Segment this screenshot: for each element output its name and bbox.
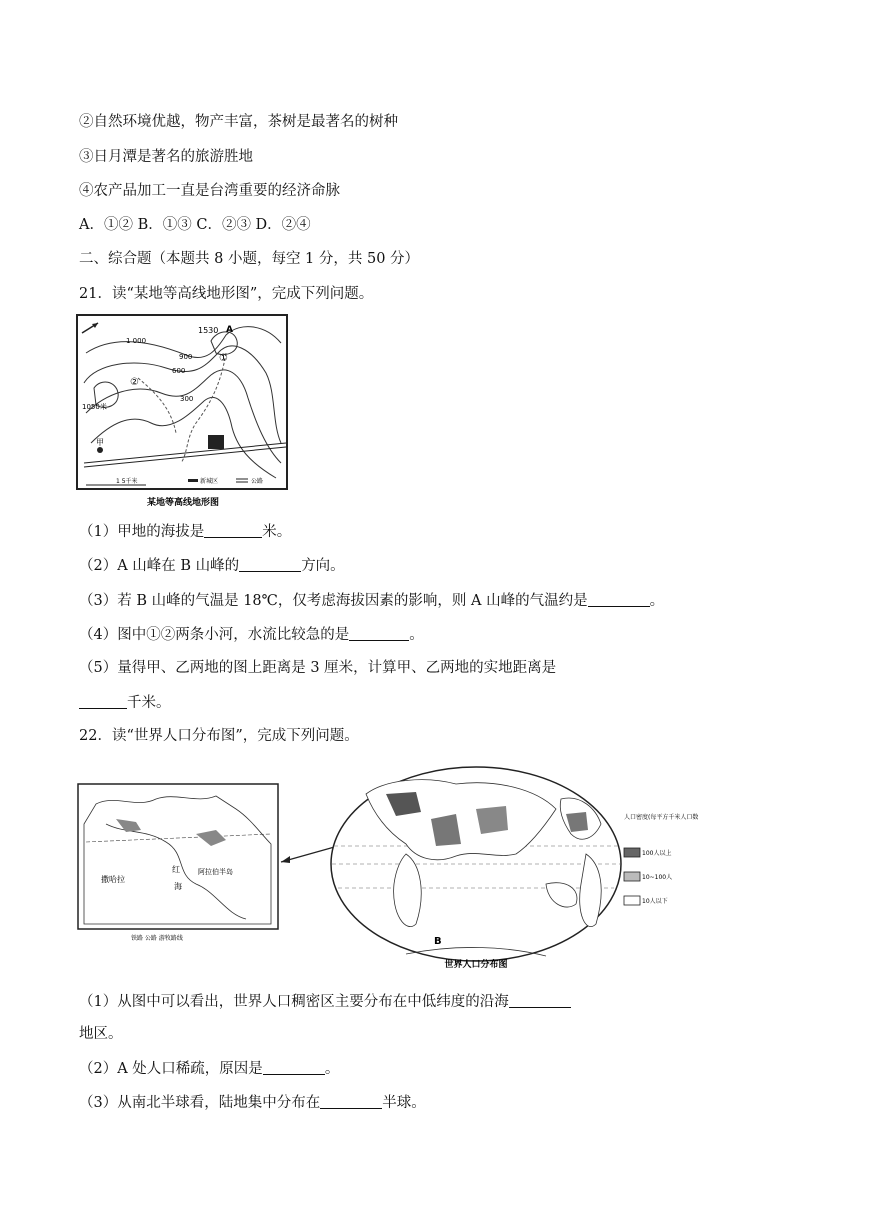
inset-legend: 铁路 公路 游牧路线 xyxy=(131,935,183,942)
question-22-3: （3）从南北半球看，陆地集中分布在 半球。 xyxy=(79,1092,426,1113)
legend-low: 10人以下 xyxy=(642,898,668,905)
legend-road: 公路 xyxy=(251,478,264,485)
river-2-label: ② xyxy=(130,377,139,388)
world-map-caption: 世界人口分布图 xyxy=(444,960,508,970)
question-21-5-cont: 千米。 xyxy=(79,692,171,713)
scale-label: 1 5千米 xyxy=(116,478,138,485)
inset-label-sea: 海 xyxy=(174,882,182,891)
legend-high: 100人以上 xyxy=(642,850,672,857)
answer-blank[interactable] xyxy=(320,1092,382,1109)
contour-map-caption: 某地等高线地形图 xyxy=(146,498,220,508)
answer-blank[interactable] xyxy=(509,991,571,1008)
peak-b-elevation-label: 1050米 xyxy=(82,403,107,411)
question-21-4: （4）图中①②两条小河，水流比较急的是 。 xyxy=(79,624,424,645)
contour-label-600: 600 xyxy=(172,367,186,375)
answer-blank[interactable] xyxy=(79,692,127,709)
legend-swatch-mid xyxy=(624,872,640,881)
answer-blank[interactable] xyxy=(239,555,301,572)
legend-title: 人口密度(每平方千米人口数) xyxy=(624,814,698,821)
contour-map-figure xyxy=(76,313,290,513)
peak-a-label: A xyxy=(226,325,233,335)
question-22-title: 22．读“世界人口分布图”，完成下列问题。 xyxy=(79,728,359,744)
legend-new-district: 新城区 xyxy=(200,478,219,485)
question-21-3: （3）若 B 山峰的气温是 18℃，仅考虑海拔因素的影响，则 A 山峰的气温约是 。 xyxy=(79,590,664,611)
question-21-5: （5）量得甲、乙两地的图上距离是 3 厘米，计算甲、乙两地的实地距离是 xyxy=(79,660,557,676)
question-22-2: （2）A 处人口稀疏，原因是 。 xyxy=(79,1058,339,1079)
option-line-2: ②自然环境优越，物产丰富，茶树是最著名的树种 xyxy=(79,114,398,130)
contour-label-900: 900 xyxy=(179,353,193,361)
answer-blank[interactable] xyxy=(204,521,262,538)
legend-mid: 10~100人 xyxy=(642,874,673,881)
question-21-title: 21．读“某地等高线地形图”，完成下列问题。 xyxy=(79,286,374,302)
answer-blank[interactable] xyxy=(263,1058,325,1075)
label-b: B xyxy=(434,936,442,947)
peak-elevation-label: 1530 xyxy=(198,326,219,335)
option-line-3: ③日月潭是著名的旅游胜地 xyxy=(79,149,253,165)
contour-label-1000: 1 000 xyxy=(126,337,147,345)
river-1-label: ① xyxy=(219,353,228,364)
inset-label-sahara: 撒哈拉 xyxy=(101,875,125,884)
inset-label-red: 红 xyxy=(172,865,180,874)
new-district-block xyxy=(208,435,224,449)
question-21-2: （2）A 山峰在 B 山峰的 方向。 xyxy=(79,555,345,576)
section-heading: 二、综合题（本题共 8 小题，每空 1 分，共 50 分） xyxy=(79,251,420,267)
question-22-1-cont: 地区。 xyxy=(79,1026,123,1042)
inset-label-arabia: 阿拉伯半岛 xyxy=(198,868,233,876)
option-line-4: ④农产品加工一直是台湾重要的经济命脉 xyxy=(79,183,340,199)
answer-blank[interactable] xyxy=(588,590,650,607)
jia-label: 甲 xyxy=(96,438,104,447)
answer-blank[interactable] xyxy=(349,624,409,641)
question-22-1: （1）从图中可以看出，世界人口稠密区主要分布在中低纬度的沿海 xyxy=(79,991,571,1012)
answer-choices: A．①② B．①③ C．②③ D．②④ xyxy=(79,217,311,233)
question-21-1: （1）甲地的海拔是 米。 xyxy=(79,521,291,542)
legend-swatch-high xyxy=(624,848,640,857)
world-population-map xyxy=(76,764,698,974)
contour-map xyxy=(76,313,290,513)
world-population-figure xyxy=(76,764,698,974)
contour-label-300: 300 xyxy=(180,395,194,403)
legend-swatch-low xyxy=(624,896,640,905)
